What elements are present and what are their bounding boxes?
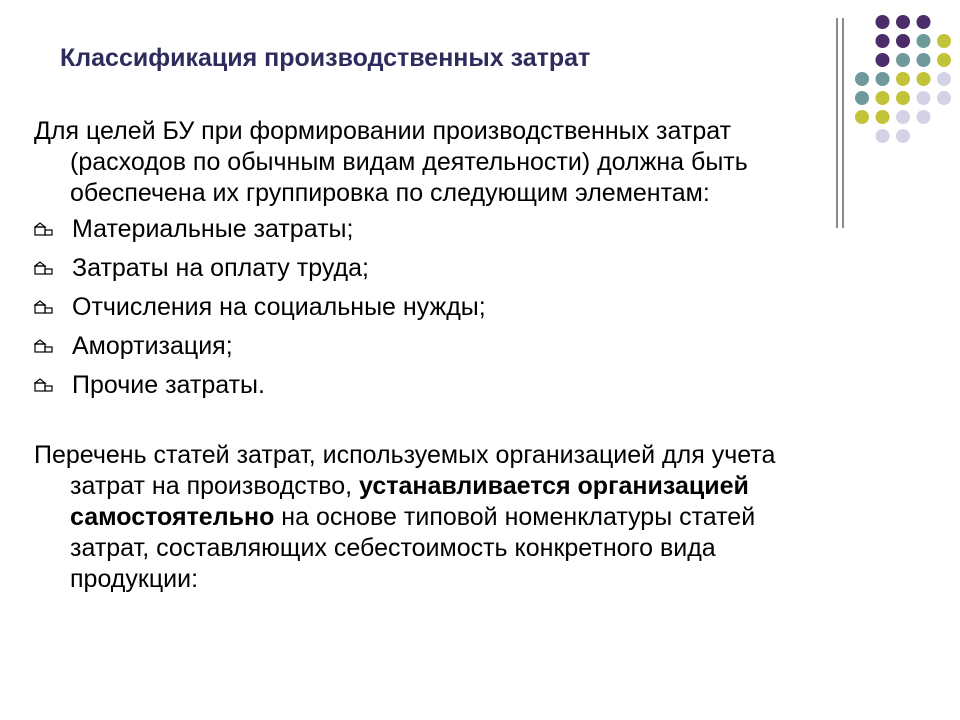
bullet-folder-icon: [34, 378, 54, 394]
decor-dot: [896, 110, 910, 124]
decor-dot: [917, 91, 931, 105]
decor-dot: [937, 34, 951, 48]
slide-title: Классификация производственных затрат: [60, 44, 591, 72]
decor-dot: [896, 91, 910, 105]
decor-dot: [876, 129, 890, 143]
closing-line-2-emphasis: устанавливается организацией: [359, 472, 749, 500]
decor-dot: [876, 15, 890, 29]
closing-line-3: [34, 502, 874, 533]
closing-line-1: Перечень статей затрат, используемых организацией для учета: [34, 441, 776, 469]
decor-dot: [937, 72, 951, 86]
decor-dot: [876, 72, 890, 86]
intro-line-3: обеспечена их группировка по следующим элементам:: [70, 179, 710, 207]
closing-paragraph: [34, 440, 874, 595]
decor-dot: [917, 34, 931, 48]
decor-dot: [876, 91, 890, 105]
intro-line-2: (расходов по обычным видам деятельности) должна быть: [70, 148, 748, 176]
bullet-folder-icon: [34, 261, 54, 277]
decor-dot: [896, 15, 910, 29]
list-item-text: Материальные затраты;: [72, 215, 354, 243]
decor-dot: [896, 53, 910, 67]
list-item-text: Отчисления на социальные нужды;: [72, 293, 486, 321]
decor-dot: [937, 91, 951, 105]
closing-line-5: продукции:: [70, 565, 199, 593]
closing-line-3-emphasis: самостоятельно: [70, 503, 275, 531]
list-item: [34, 331, 486, 370]
closing-line-2-text: затрат на производство,: [70, 472, 360, 500]
decor-dot: [876, 110, 890, 124]
decor-dot: [917, 53, 931, 67]
decor-dot: [896, 72, 910, 86]
closing-line-2: [34, 471, 874, 502]
intro-line-1: Для целей БУ при формировании производственных затрат: [34, 117, 732, 145]
cost-elements-list: [34, 214, 486, 409]
bullet-folder-icon: [34, 222, 54, 238]
decor-dot: [855, 91, 869, 105]
list-item-text: Амортизация;: [72, 332, 233, 360]
decor-dot: [917, 72, 931, 86]
decor-dot: [855, 72, 869, 86]
list-item: [34, 214, 486, 253]
list-item: [34, 253, 486, 292]
decor-dot: [937, 53, 951, 67]
closing-line-3-text: на основе типовой номенклатуры статей: [274, 503, 756, 531]
intro-paragraph: [34, 116, 874, 209]
decor-dot: [876, 34, 890, 48]
list-item-text: Затраты на оплату труда;: [72, 254, 369, 282]
decor-dot: [917, 15, 931, 29]
list-item: [34, 370, 486, 409]
decor-dot: [917, 110, 931, 124]
decor-dot: [896, 34, 910, 48]
decor-dot: [896, 129, 910, 143]
decor-dot: [876, 53, 890, 67]
closing-line-4: затрат, составляющих себестоимость конкретного вида: [70, 534, 716, 562]
bullet-folder-icon: [34, 300, 54, 316]
list-item-text: Прочие затраты.: [72, 371, 265, 399]
bullet-folder-icon: [34, 339, 54, 355]
list-item: [34, 292, 486, 331]
